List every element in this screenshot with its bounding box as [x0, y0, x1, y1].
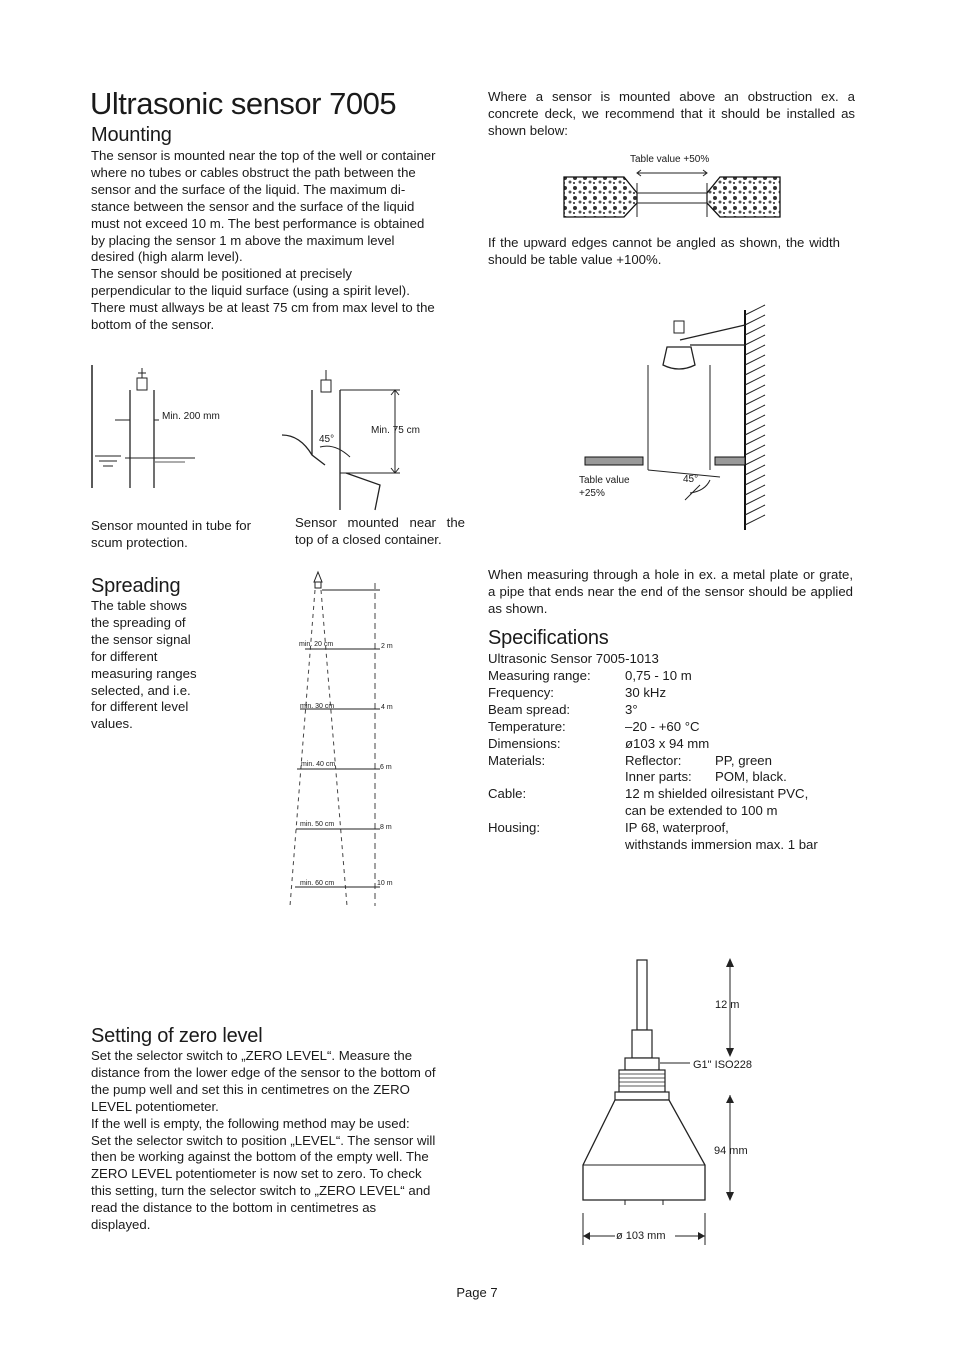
spread-width: min. 40 cm [301, 761, 336, 768]
specs-table [488, 668, 818, 854]
spec-row [488, 803, 818, 820]
spreading-line: The table shows [91, 598, 188, 613]
cable-length-label: 12 m [715, 999, 740, 1011]
zero-line: Set the selector switch to position „LEVEL“. The sensor will [91, 1132, 436, 1148]
mounting-line: must not exceed 10 m. The best performance is obtained [91, 215, 425, 231]
spec-label: Cable: [488, 786, 527, 802]
spec-label: Dimensions: [488, 735, 561, 751]
obstruction-text3: When measuring through a hole in ex. a metal plate or grate, a pipe that ends near the end of the sensor should be applied as shown. [488, 567, 853, 616]
spec-label: Temperature: [488, 718, 566, 734]
spec-row [488, 753, 818, 770]
spec-label: Beam spread: [488, 701, 571, 717]
wall-label-line: Table value [579, 475, 630, 486]
caption-tube: Sensor mounted in tube for scum protection. [91, 518, 251, 550]
spec-row [488, 769, 818, 786]
wall-angle: 45° [683, 474, 699, 485]
spread-width: min. 50 cm [300, 821, 335, 828]
spec-value: –20 - +60 °C [625, 718, 700, 734]
zero-line: Set the selector switch to „ZERO LEVEL“. Measure the [91, 1048, 413, 1063]
caption-container: Sensor mounted near the top of a closed container. [295, 515, 465, 547]
specs-subtitle: Ultrasonic Sensor 7005-1013 [488, 651, 659, 666]
spread-width: min. 20 cm [299, 641, 334, 648]
obstruction-text: Where a sensor is mounted above an obstruction ex. a concrete deck, we recommend that it should be installed as shown below: [488, 89, 855, 138]
spreading-text [91, 598, 221, 733]
zero-heading: Setting of zero level [91, 1025, 263, 1047]
spec-value: 12 m shielded oilresistant PVC, [625, 786, 809, 802]
mounting-text [91, 148, 471, 334]
tube-label: Min. 200 mm [162, 411, 220, 422]
zero-line: distance from the lower edge of the sensor to the bottom of [91, 1064, 436, 1080]
spreading-line: the spreading of [91, 614, 186, 630]
zero-line: displayed. [91, 1217, 151, 1233]
spec-row [488, 837, 818, 854]
spread-range: 2 m [381, 643, 393, 650]
spec-value: 30 kHz [625, 684, 667, 700]
spec-value: PP, green [715, 752, 772, 768]
mounting-line: The sensor is mounted near the top of the well or container [91, 148, 436, 163]
mounting-line: There must allways be at least 75 cm from max level to the [91, 300, 435, 316]
mounting-line: sensor and the surface of the liquid. The maximum di- [91, 181, 406, 197]
mounting-line: where no tubes or cables obstruct the path between the [91, 164, 416, 180]
thread-label: G1" ISO228 [693, 1059, 752, 1071]
spread-range: 6 m [380, 764, 392, 771]
spread-width: min. 60 cm [300, 880, 335, 887]
zero-line: LEVEL potentiometer. [91, 1098, 219, 1114]
obstruction-text2: If the upward edges cannot be angled as shown, the width should be table value +100%. [488, 235, 840, 267]
spreading-line: the sensor signal [91, 631, 191, 647]
specs-heading: Specifications [488, 627, 609, 649]
zero-line: ZERO LEVEL potentiometer is now set to zero. To check [91, 1166, 422, 1182]
spec-label: Housing: [488, 820, 541, 836]
height-label: 94 mm [714, 1145, 748, 1157]
zero-text [91, 1048, 471, 1234]
spec-value: 3° [625, 701, 638, 717]
mounting-line: bottom of the sensor. [91, 317, 215, 333]
spec-row [488, 685, 818, 702]
page-title: Ultrasonic sensor 7005 [90, 86, 397, 121]
spec-row [488, 736, 818, 753]
zero-line: then be working against the bottom of the empty well. The [91, 1149, 429, 1165]
diameter-label: ø 103 mm [616, 1230, 666, 1242]
deck-diagram [562, 165, 784, 221]
spec-row [488, 668, 818, 685]
spec-sublabel: Reflector: [625, 752, 682, 768]
spec-row [488, 820, 818, 837]
spec-value: withstands immersion max. 1 bar [625, 837, 818, 853]
zero-line: the pump well and set this in centimetres on the ZERO [91, 1081, 410, 1097]
spec-value: 0,75 - 10 m [625, 668, 692, 683]
spreading-diagram [285, 568, 405, 908]
container-label: Min. 75 cm [371, 425, 420, 436]
spread-width: min. 30 cm [300, 703, 335, 710]
container-angle: 45° [319, 434, 335, 445]
spreading-line: for different [91, 648, 158, 664]
spec-label: Measuring range: [488, 668, 591, 683]
spec-value: POM, black. [715, 769, 787, 785]
mounting-line: perpendicular to the liquid surface (using a spirit level). [91, 283, 410, 299]
spread-range: 8 m [380, 824, 392, 831]
spreading-line: selected, and i.e. [91, 682, 191, 698]
spec-row [488, 719, 818, 736]
spreading-line: for different level [91, 699, 189, 715]
spec-value: ø103 x 94 mm [625, 735, 710, 751]
container-diagram [280, 365, 410, 510]
spec-row [488, 786, 818, 803]
spread-range: 10 m [377, 880, 393, 887]
mounting-line: desired (high alarm level). [91, 249, 243, 265]
sensor-drawing [575, 955, 775, 1250]
spec-value: can be extended to 100 m [625, 803, 778, 819]
tube-diagram [85, 360, 265, 495]
wall-diagram [580, 305, 770, 535]
spec-row [488, 702, 818, 719]
zero-line: If the well is empty, the following method may be used: [91, 1115, 410, 1131]
spreading-line: values. [91, 716, 133, 732]
spreading-line: measuring ranges [91, 665, 197, 681]
mounting-line: The sensor should be positioned at precisely [91, 266, 352, 282]
spread-range: 4 m [381, 704, 393, 711]
wall-label-line: +25% [579, 488, 605, 499]
page-number: Page 7 [456, 1285, 498, 1300]
spec-label: Materials: [488, 752, 546, 768]
wall-label [579, 474, 630, 500]
spreading-heading: Spreading [91, 575, 181, 597]
spec-sublabel: Inner parts: [625, 769, 692, 785]
spec-value: IP 68, waterproof, [625, 820, 729, 836]
mounting-line: by placing the sensor 1 m above the maximum level [91, 232, 395, 248]
mounting-heading: Mounting [91, 124, 172, 146]
zero-line: this setting, turn the selector switch to „ZERO LEVEL“ and [91, 1183, 431, 1199]
mounting-line: stance between the sensor and the surface of the liquid [91, 198, 415, 214]
zero-line: read the distance to the bottom in centimetres as [91, 1200, 377, 1216]
deck-label: Table value +50% [630, 154, 710, 165]
spec-label: Frequency: [488, 684, 554, 700]
